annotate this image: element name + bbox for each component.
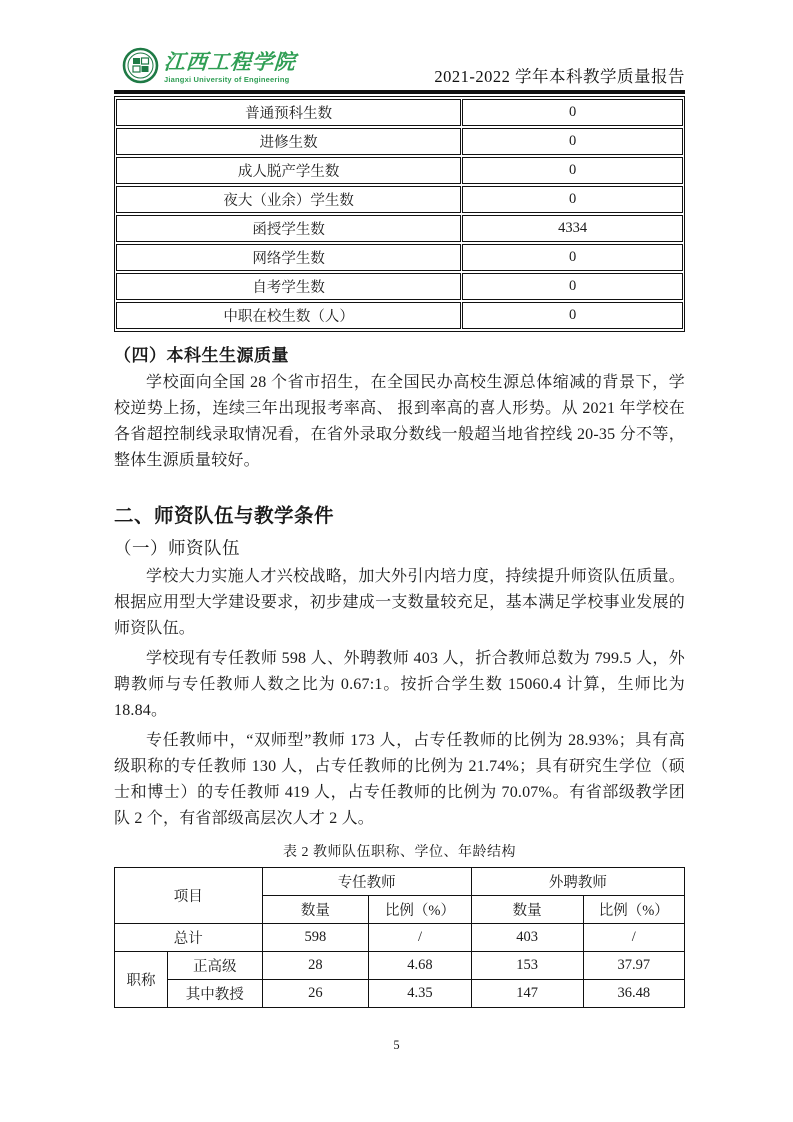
col-subheader-pct-external: 比例（%） [583,896,685,924]
section-heading-source-quality: （四）本科生生源质量 [114,346,289,365]
cell-value: 26 [262,980,369,1008]
university-name-en: Jiangxi University of Engineering [164,75,290,85]
row-label: 成人脱产学生数 [116,157,461,184]
col-header-external: 外聘教师 [471,868,684,896]
section-heading-faculty-conditions: 二、师资队伍与教学条件 [114,505,335,527]
page-header [114,0,685,89]
col-subheader-qty-fulltime: 数量 [262,896,369,924]
col-header-item: 项目 [115,868,263,924]
table-header-row [115,868,685,896]
row-label: 函授学生数 [116,215,461,242]
paragraph-faculty-1: 学校大力实施人才兴校战略，加大外引内培力度，持续提升师资队伍质量。根据应用型大学建设要求，初步建成一支数量较充足，基本满足学校事业发展的师资队伍。 [114,568,685,637]
table-row-senior [115,952,685,980]
col-header-fulltime: 专任教师 [262,868,471,896]
table-row [116,157,683,184]
row-label: 夜大（业余）学生数 [116,186,461,213]
cell-value: 598 [262,924,369,952]
university-logo [122,47,296,89]
row-value: 0 [462,157,683,184]
university-name-cn: 江西工程学院 [163,50,297,75]
cell-value: / [369,924,472,952]
report-title: 2021-2022 学年本科教学质量报告 [434,67,685,86]
row-group-label: 职称 [115,952,168,1008]
paragraph-faculty-2: 学校现有专任教师 598 人、外聘教师 403 人，折合教师总数为 799.5 人，外聘教师与专任教师人数之比为 0.67:1。按折合学生数 15060.4 计算，生师比为 18.84。 [114,650,685,719]
university-logo-text [164,52,296,84]
table-row [116,215,683,242]
row-value: 0 [462,302,683,329]
table-row [116,99,683,126]
table-row [116,244,683,271]
col-subheader-qty-external: 数量 [471,896,583,924]
student-numbers-table [114,96,685,332]
paragraph-faculty-3: 专任教师中，“双师型”教师 173 人，占专任教师的比例为 28.93%；具有高级职称的专任教师 130 人，占专任教师的比例为 21.74%；具有研究生学位（硕士和博士）的专任教师 419 人，占专任教师的比例为 70.07%。有省部级教学团队 2 个，有省部级高层次人才 2 人。 [114,732,685,827]
row-label: 普通预科生数 [116,99,461,126]
row-value: 0 [462,273,683,300]
row-label: 进修生数 [116,128,461,155]
table-row [116,186,683,213]
paragraph-source-quality: 学校面向全国 28 个省市招生，在全国民办高校生源总体缩减的背景下，学校逆势上扬，连续三年出现报考率高、 报到率高的喜人形势。从 2021 年学校在各省超控制线录取情况看，在省外录取分数线一般超当地省控线 20-35 分不等，整体生源质量较好。 [114,374,685,469]
row-label: 中职在校生数（人） [116,302,461,329]
row-label: 总计 [115,924,263,952]
row-label: 其中教授 [168,980,263,1008]
table-row [116,302,683,329]
university-seal-icon [122,47,159,89]
cell-value: 4.68 [369,952,472,980]
cell-value: 403 [471,924,583,952]
page-number: 5 [393,1038,400,1052]
cell-value: 4.35 [369,980,472,1008]
row-label: 正高级 [168,952,263,980]
row-label: 网络学生数 [116,244,461,271]
faculty-structure-table [114,867,685,1008]
faculty-table-caption: 表 2 教师队伍职称、学位、年龄结构 [283,845,516,860]
table-row [116,128,683,155]
row-value: 0 [462,244,683,271]
table-row [116,273,683,300]
cell-value: 36.48 [583,980,685,1008]
table-row-professor [115,980,685,1008]
header-divider [114,90,685,94]
cell-value: / [583,924,685,952]
cell-value: 28 [262,952,369,980]
row-label: 自考学生数 [116,273,461,300]
row-value: 4334 [462,215,683,242]
table-row-total [115,924,685,952]
row-value: 0 [462,99,683,126]
cell-value: 153 [471,952,583,980]
cell-value: 147 [471,980,583,1008]
subsection-heading-faculty-team: （一）师资队伍 [114,538,240,558]
col-subheader-pct-fulltime: 比例（%） [369,896,472,924]
row-value: 0 [462,186,683,213]
row-value: 0 [462,128,683,155]
cell-value: 37.97 [583,952,685,980]
